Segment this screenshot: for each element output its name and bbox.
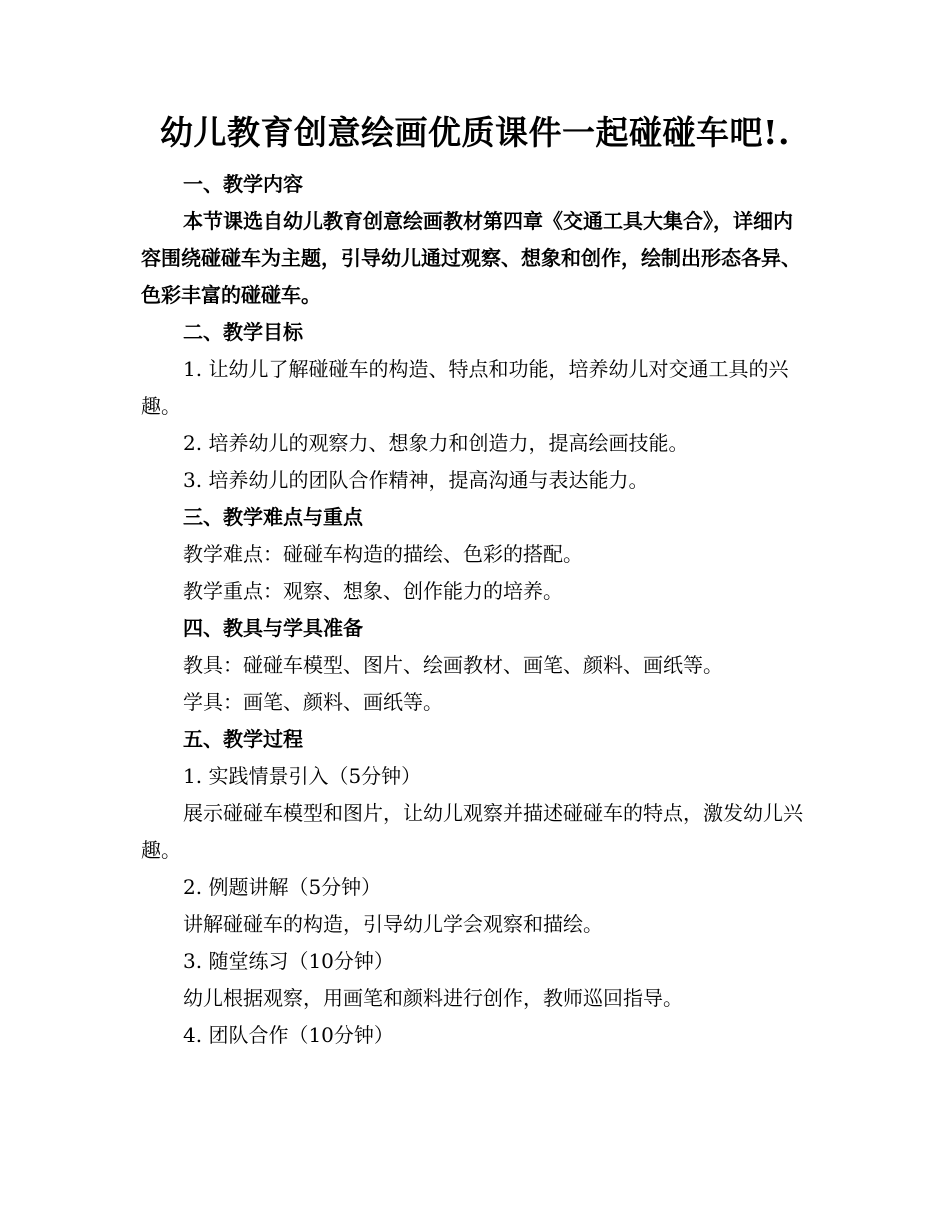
paragraph: 1. 实践情景引入（5分钟） [183,764,422,788]
paragraph: 教具：碰碰车模型、图片、绘画教材、画笔、颜料、画纸等。 [183,653,723,677]
paragraph: 展示碰碰车模型和图片，让幼儿观察并描述碰碰车的特点，激发幼儿兴趣。 [141,801,803,862]
paragraph: 教学重点：观察、想象、创作能力的培养。 [183,579,563,603]
paragraph: 幼儿根据观察，用画笔和颜料进行创作，教师巡回指导。 [183,986,683,1010]
section-heading: 三、教学难点与重点 [183,505,363,529]
paragraph: 学具：画笔、颜料、画纸等。 [183,690,443,714]
paragraph: 讲解碰碰车的构造，引导幼儿学会观察和描绘。 [183,912,603,936]
paragraph: 4. 团队合作（10分钟） [183,1023,394,1047]
paragraph: 3. 培养幼儿的团队合作精神，提高沟通与表达能力。 [183,468,649,492]
section-heading: 四、教具与学具准备 [183,616,363,640]
paragraph: 3. 随堂练习（10分钟） [183,949,394,973]
paragraph: 教学难点：碰碰车构造的描绘、色彩的搭配。 [183,542,583,566]
paragraph: 本节课选自幼儿教育创意绘画教材第四章《交通工具大集合》，详细内容围绕碰碰车为主题，引导幼儿通过观察、想象和创作，绘制出形态各异、色彩丰富的碰碰车。 [141,209,801,307]
document-body [141,166,806,1054]
paragraph: 2. 培养幼儿的观察力、想象力和创造力，提高绘画技能。 [183,431,689,455]
section-heading: 二、教学目标 [183,320,303,344]
section-heading: 一、教学内容 [183,172,303,196]
document-title: 幼儿教育创意绘画优质课件一起碰碰车吧!. [160,113,790,152]
paragraph: 1. 让幼儿了解碰碰车的构造、特点和功能，培养幼儿对交通工具的兴趣。 [141,357,789,418]
paragraph: 2. 例题讲解（5分钟） [183,875,382,899]
section-heading: 五、教学过程 [183,727,303,751]
